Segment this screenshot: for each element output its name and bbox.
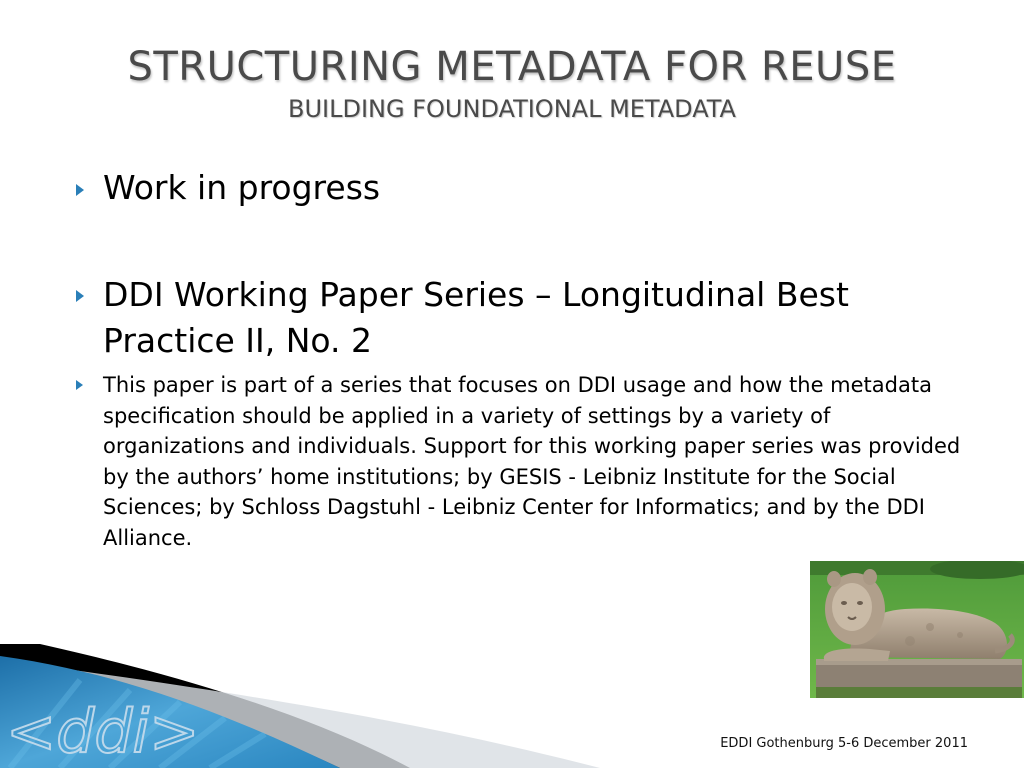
bullet-arrow-icon xyxy=(76,380,83,390)
footer-text: EDDI Gothenburg 5-6 December 2011 xyxy=(720,736,968,751)
slide-title: STRUCTURING METADATA FOR REUSE xyxy=(127,44,897,90)
bullet-text: DDI Working Paper Series – Longitudinal Best Practice II, No. 2 xyxy=(103,275,849,360)
ddi-logo: <ddi> xyxy=(6,697,200,767)
bullet-text: This paper is part of a series that focuses on DDI usage and how the metadata specification should be applied in a variety of settings by a variety of organizations and individuals. Support for this working paper series was provided by the authors’ home institutions; by GESIS - Leibniz Institute for the Social Sciences; by Schloss Dagstuhl - Leibniz Center for Informatics; and by the DDI Alliance. xyxy=(103,373,961,550)
sub-bullet-item xyxy=(76,370,976,553)
title-block xyxy=(0,40,1024,124)
slide-subtitle: BUILDING FOUNDATIONAL METADATA xyxy=(288,95,736,123)
bullet-text: Work in progress xyxy=(103,168,381,207)
bullet-arrow-icon xyxy=(76,184,84,196)
bullet-item xyxy=(76,272,976,364)
bullet-arrow-icon xyxy=(76,290,84,302)
bullet-item xyxy=(76,166,976,210)
